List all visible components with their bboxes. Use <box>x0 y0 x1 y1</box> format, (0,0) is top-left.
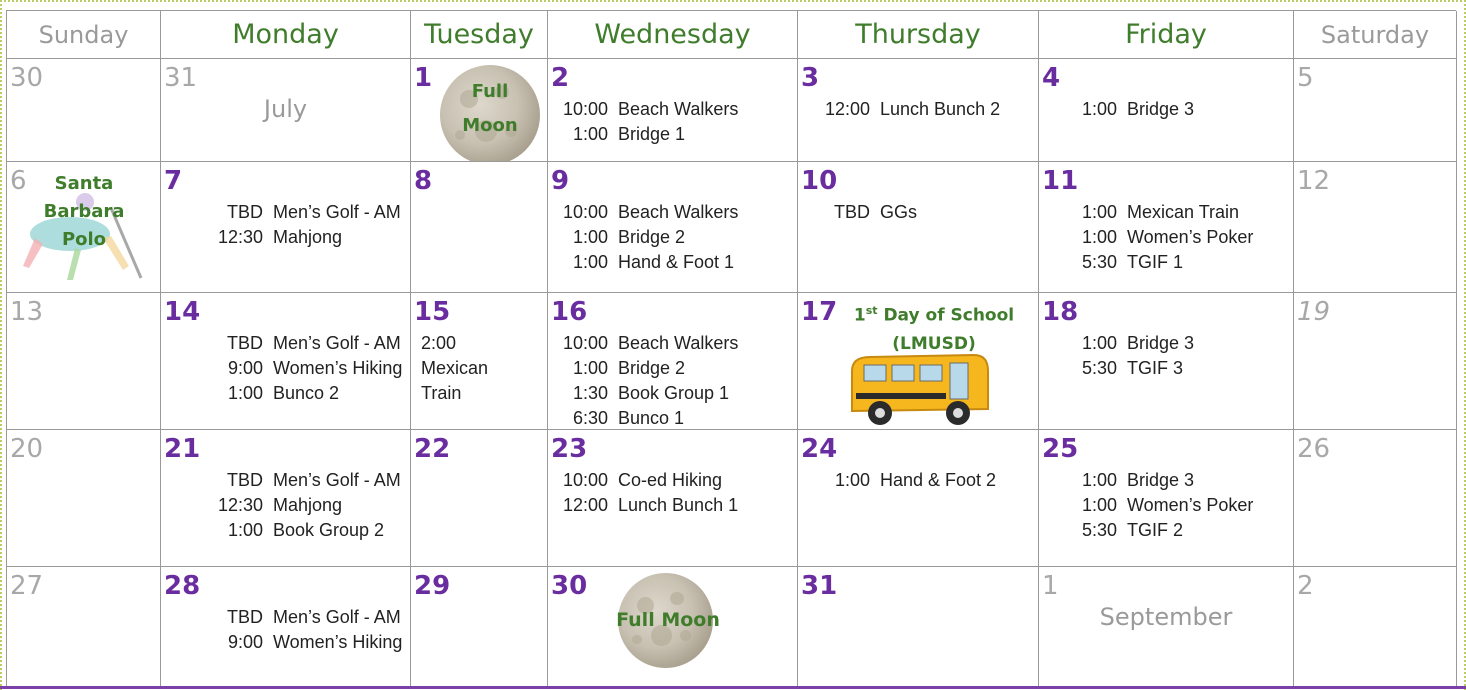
event-item[interactable] <box>161 331 410 356</box>
event-title: Beach Walkers <box>618 202 739 222</box>
event-title: Beach Walkers <box>618 333 739 353</box>
event-time: 1:00 <box>1081 495 1117 515</box>
day-number: 18 <box>1042 297 1079 327</box>
day-cell[interactable] <box>161 430 411 567</box>
day-number: 30 <box>10 63 44 93</box>
day-number: 11 <box>1042 166 1079 196</box>
event-list <box>1039 97 1293 122</box>
event-time: 10:00 <box>562 99 608 119</box>
day-cell[interactable] <box>1294 430 1457 567</box>
day-number: 19 <box>1297 297 1331 327</box>
day-number: 16 <box>551 297 588 327</box>
event-list <box>548 331 797 430</box>
day-number: 10 <box>801 166 838 196</box>
event-item[interactable] <box>548 331 797 356</box>
event-item[interactable] <box>161 493 410 518</box>
event-title: Men’s Golf - AM <box>273 333 401 353</box>
event-item[interactable] <box>548 97 797 122</box>
day-cell[interactable] <box>161 162 411 293</box>
day-number: 29 <box>414 571 451 601</box>
header-sunday: Sunday <box>7 11 161 59</box>
event-title: Book Group 1 <box>618 383 730 403</box>
event-item[interactable] <box>548 381 797 406</box>
day-number: 5 <box>1297 63 1314 93</box>
event-time: 10:00 <box>562 202 608 222</box>
event-title: Mexican Train <box>1127 202 1240 222</box>
event-title: Bunco 1 <box>618 408 685 428</box>
day-cell[interactable] <box>1039 430 1294 567</box>
event-item[interactable] <box>1039 250 1293 275</box>
event-item[interactable] <box>1039 200 1293 225</box>
event-item[interactable] <box>1039 356 1293 381</box>
event-time: 12:00 <box>562 495 608 515</box>
day-number: 26 <box>1297 434 1331 464</box>
event-time: 1:00 <box>572 124 608 144</box>
event-time: 10:00 <box>562 333 608 353</box>
event-item[interactable] <box>1039 225 1293 250</box>
event-list <box>798 468 1038 493</box>
day-number: 24 <box>801 434 838 464</box>
event-title: Lunch Bunch 2 <box>880 99 1001 119</box>
day-number: 1 <box>1042 571 1059 601</box>
event-title: Bridge 2 <box>618 358 686 378</box>
day-cell[interactable] <box>411 59 548 162</box>
event-time: 5:30 <box>1081 520 1117 540</box>
day-cell[interactable] <box>7 59 161 162</box>
day-cell[interactable] <box>1039 59 1294 162</box>
event-title: Women’s Hiking <box>273 358 403 378</box>
day-cell[interactable] <box>1039 567 1294 687</box>
day-cell[interactable] <box>7 567 161 687</box>
day-cell[interactable] <box>161 59 411 162</box>
day-cell[interactable] <box>161 567 411 687</box>
event-item[interactable] <box>1039 518 1293 543</box>
event-list <box>798 200 1038 225</box>
event-item[interactable] <box>798 97 1038 122</box>
event-item[interactable] <box>798 200 1038 225</box>
day-cell[interactable] <box>1039 293 1294 430</box>
event-time: 9:00 <box>227 358 263 378</box>
day-cell[interactable] <box>548 293 798 430</box>
day-cell[interactable] <box>7 293 161 430</box>
header-wednesday: Wednesday <box>548 11 798 59</box>
event-title: Bridge 3 <box>1127 333 1195 353</box>
day-number: 8 <box>414 166 433 196</box>
event-item[interactable] <box>548 493 797 518</box>
day-cell[interactable] <box>1294 59 1457 162</box>
day-number: 27 <box>10 571 44 601</box>
event-time: 1:00 <box>572 252 608 272</box>
event-time: TBD <box>834 202 870 222</box>
day-cell[interactable] <box>161 293 411 430</box>
event-time: 12:30 <box>217 227 263 247</box>
day-number: 17 <box>801 297 838 327</box>
day-number: 6 <box>10 166 27 196</box>
event-time: 1:00 <box>227 383 263 403</box>
day-number: 31 <box>164 63 198 93</box>
day-cell[interactable] <box>798 430 1039 567</box>
event-text: 2:00 <box>421 333 457 353</box>
day-cell[interactable] <box>411 430 548 567</box>
day-cell[interactable] <box>411 567 548 687</box>
day-cell[interactable] <box>1294 293 1457 430</box>
event-item[interactable] <box>161 630 410 655</box>
day-number: 14 <box>164 297 201 327</box>
event-item[interactable] <box>548 225 797 250</box>
event-time: 1:00 <box>1081 99 1117 119</box>
day-number: 20 <box>10 434 44 464</box>
event-text: Mexican <box>421 358 489 378</box>
day-number: 13 <box>10 297 44 327</box>
calendar-grid <box>6 10 1456 686</box>
event-time: 9:00 <box>227 632 263 652</box>
event-time: TBD <box>227 333 263 353</box>
event-title: Men’s Golf - AM <box>273 607 401 627</box>
event-item[interactable] <box>548 406 797 430</box>
event-time: 1:00 <box>1081 470 1117 490</box>
event-title: Bridge 3 <box>1127 99 1195 119</box>
day-number: 23 <box>551 434 588 464</box>
event-title: TGIF 2 <box>1127 520 1184 540</box>
event-item[interactable] <box>1039 331 1293 356</box>
event-time: 1:30 <box>572 383 608 403</box>
event-time: 5:30 <box>1081 358 1117 378</box>
full-moon-label: Full Moon <box>616 609 720 631</box>
day-number: 15 <box>414 297 451 327</box>
event-time: 1:00 <box>572 358 608 378</box>
event-title: TGIF 1 <box>1127 252 1184 272</box>
day-number: 4 <box>1042 63 1061 93</box>
day-number: 25 <box>1042 434 1079 464</box>
event-item[interactable] <box>798 468 1038 493</box>
event-list <box>548 468 797 518</box>
day-number: 21 <box>164 434 201 464</box>
polo-label: Santa Barbara Polo <box>43 173 125 250</box>
event-title: Men’s Golf - AM <box>273 202 401 222</box>
event-list <box>1039 331 1293 381</box>
event-title: Mahjong <box>273 495 343 515</box>
event-title: Co-ed Hiking <box>618 470 723 490</box>
event-title: Women’s Hiking <box>273 632 403 652</box>
event-title: Lunch Bunch 1 <box>618 495 739 515</box>
event-time: 12:30 <box>217 495 263 515</box>
event-list <box>161 468 410 543</box>
event-item[interactable] <box>1039 97 1293 122</box>
event-time: 5:30 <box>1081 252 1117 272</box>
day-number: 30 <box>551 571 588 601</box>
event-time: 6:30 <box>572 408 608 428</box>
day-cell[interactable] <box>411 293 548 430</box>
event-time: 1:00 <box>227 520 263 540</box>
event-list <box>798 97 1038 122</box>
event-list <box>421 331 547 406</box>
day-number: 2 <box>551 63 570 93</box>
event-item[interactable] <box>548 200 797 225</box>
event-time: 12:00 <box>824 99 870 119</box>
event-title: Book Group 2 <box>273 520 385 540</box>
event-item[interactable] <box>161 468 410 493</box>
day-number: 28 <box>164 571 201 601</box>
day-number: 1 <box>414 63 433 93</box>
full-moon-label: Full Moon <box>462 81 518 136</box>
day-cell[interactable] <box>7 430 161 567</box>
month-label: July <box>263 95 308 123</box>
event-list <box>1039 468 1293 543</box>
day-cell[interactable] <box>798 567 1039 687</box>
event-time: TBD <box>227 202 263 222</box>
day-cell[interactable] <box>798 293 1039 430</box>
event-item[interactable] <box>548 468 797 493</box>
event-time: TBD <box>227 607 263 627</box>
day-number: 22 <box>414 434 451 464</box>
event-item[interactable] <box>161 605 410 630</box>
event-time: 1:00 <box>834 470 870 490</box>
event-title: Beach Walkers <box>618 99 739 119</box>
event-time: 1:00 <box>1081 202 1117 222</box>
event-title: Hand & Foot 1 <box>618 252 735 272</box>
event-item[interactable] <box>161 200 410 225</box>
bottom-border <box>0 686 1466 689</box>
event-title: TGIF 3 <box>1127 358 1184 378</box>
day-cell[interactable] <box>548 59 798 162</box>
day-number: 9 <box>551 166 570 196</box>
event-time: 10:00 <box>562 470 608 490</box>
day-cell[interactable] <box>548 567 798 687</box>
header-monday: Monday <box>161 11 411 59</box>
event-list <box>161 331 410 406</box>
event-title: Bunco 2 <box>273 383 340 403</box>
event-text: Train <box>421 383 462 403</box>
day-cell[interactable] <box>548 162 798 293</box>
day-number: 7 <box>164 166 183 196</box>
event-time: 1:00 <box>1081 333 1117 353</box>
event-list <box>548 200 797 275</box>
school-day-label: 1st Day of School (LMUSD) <box>853 304 1015 354</box>
event-item[interactable] <box>1039 493 1293 518</box>
event-title: Men’s Golf - AM <box>273 470 401 490</box>
day-cell[interactable] <box>411 162 548 293</box>
event-title: Women’s Poker <box>1127 227 1254 247</box>
event-title: Hand & Foot 2 <box>880 470 997 490</box>
month-label: September <box>1099 603 1233 631</box>
day-number: 2 <box>1297 571 1314 601</box>
day-cell[interactable] <box>7 162 161 293</box>
day-number: 31 <box>801 571 838 601</box>
event-title: Bridge 2 <box>618 227 686 247</box>
event-title: Bridge 3 <box>1127 470 1195 490</box>
header-tuesday: Tuesday <box>411 11 548 59</box>
day-cell[interactable] <box>798 59 1039 162</box>
event-list <box>1039 200 1293 275</box>
header-friday: Friday <box>1039 11 1294 59</box>
day-cell[interactable] <box>1294 162 1457 293</box>
day-number: 12 <box>1297 166 1331 196</box>
event-title: Mahjong <box>273 227 343 247</box>
header-saturday: Saturday <box>1294 11 1457 59</box>
event-list <box>161 605 410 655</box>
event-title: GGs <box>880 202 918 222</box>
school-bus-icon <box>846 349 996 427</box>
event-item[interactable] <box>161 225 410 250</box>
event-item[interactable] <box>161 356 410 381</box>
event-item[interactable] <box>161 518 410 543</box>
event-item[interactable] <box>548 250 797 275</box>
event-item[interactable] <box>548 122 797 147</box>
event-item[interactable] <box>1039 468 1293 493</box>
day-cell[interactable] <box>1294 567 1457 687</box>
event-item[interactable] <box>548 356 797 381</box>
day-number: 3 <box>801 63 820 93</box>
event-title: Women’s Poker <box>1127 495 1254 515</box>
day-cell[interactable] <box>548 430 798 567</box>
event-time: TBD <box>227 470 263 490</box>
event-list <box>161 200 410 250</box>
event-time: 1:00 <box>1081 227 1117 247</box>
event-list <box>548 97 797 147</box>
day-cell[interactable] <box>798 162 1039 293</box>
header-thursday: Thursday <box>798 11 1039 59</box>
day-cell[interactable] <box>1039 162 1294 293</box>
event-title: Bridge 1 <box>618 124 686 144</box>
event-time: 1:00 <box>572 227 608 247</box>
event-item[interactable] <box>161 381 410 406</box>
